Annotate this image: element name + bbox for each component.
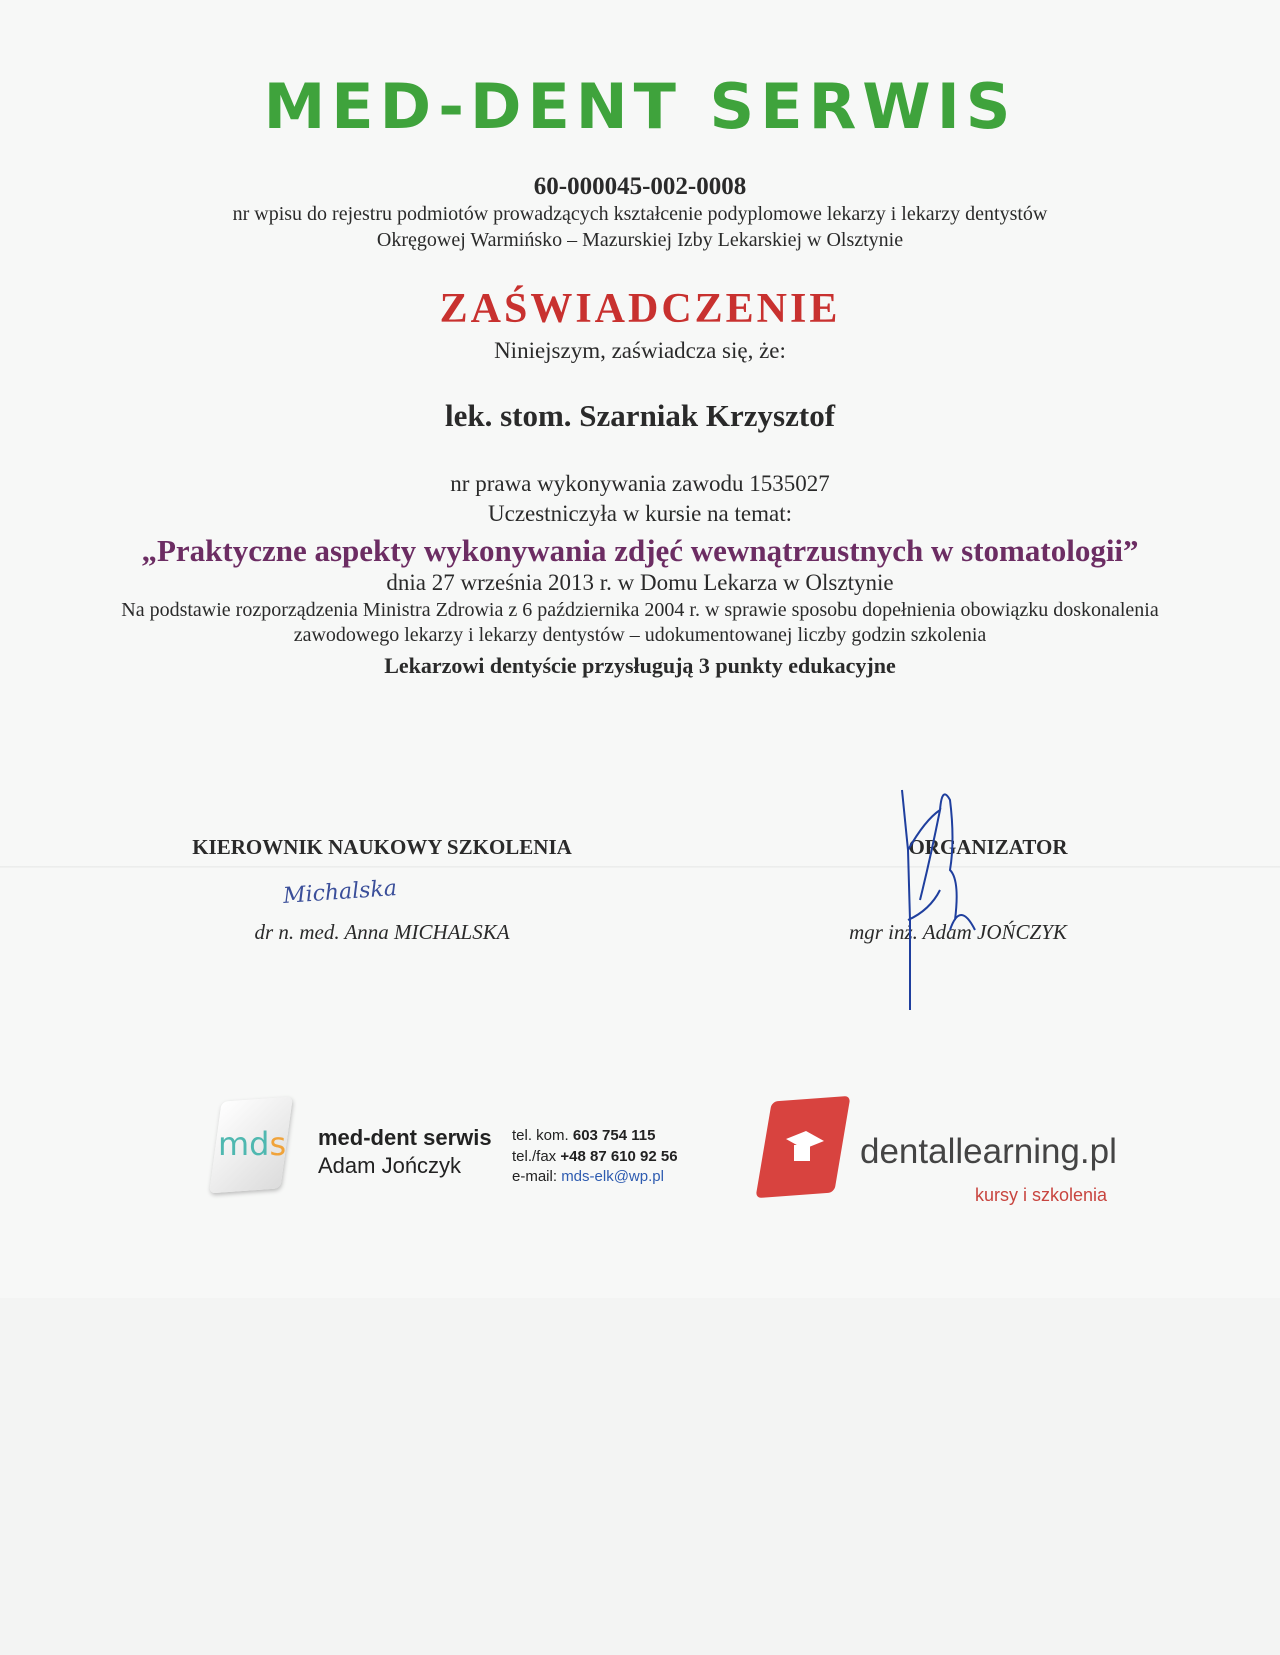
organizer-signature	[880, 780, 1010, 1030]
fax-number: +48 87 610 92 56	[560, 1148, 678, 1165]
fax-line	[512, 1148, 678, 1165]
email-line	[512, 1168, 664, 1185]
dentallearning-tagline: kursy i szkolenia	[975, 1185, 1108, 1205]
graduation-cap-icon	[782, 1125, 826, 1169]
intro-text: Niniejszym, zaświadcza się, że:	[494, 338, 786, 363]
email-link[interactable]: mds-elk@wp.pl	[561, 1168, 664, 1185]
fold-line	[0, 866, 1280, 868]
registry-line-2: Okręgowej Warmińsko – Mazurskiej Izby Lekarskiej w Olsztynie	[376, 229, 904, 251]
registry-number: 60-000045-002-0008	[533, 173, 747, 200]
tel-number: 603 754 115	[572, 1127, 656, 1144]
points-text: Lekarzowi dentyście przysługują 3 punkty edukacyjne	[384, 653, 896, 678]
certificate-title: ZAŚWIADCZENIE	[439, 286, 841, 332]
recipient-name: lek. stom. Szarniak Krzysztof	[444, 398, 836, 433]
owner-name: Adam Jończyk	[318, 1153, 462, 1178]
course-title: „Praktyczne aspekty wykonywania zdjęć wewnątrzustnych w stomatologii”	[141, 533, 1139, 568]
left-name: dr n. med. Anna MICHALSKA	[254, 920, 510, 944]
left-signature: Michalska	[282, 876, 398, 909]
tel-label: tel. kom.	[512, 1127, 569, 1144]
participation-text: Uczestniczyła w kursie na temat:	[488, 501, 792, 526]
page-lower-band	[0, 1298, 1280, 1655]
right-heading: ORGANIZATOR	[908, 835, 1068, 859]
fax-label: tel./fax	[512, 1148, 557, 1165]
phone-line	[512, 1127, 655, 1144]
registry-line-1: nr wpisu do rejestru podmiotów prowadzących kształcenie podyplomowe lekarzy i lekarzy dentystów	[232, 203, 1048, 225]
mds-logo: mds	[218, 1125, 287, 1163]
company-name: med-dent serwis	[318, 1125, 492, 1150]
right-name: mgr inż. Adam JOŃCZYK	[849, 920, 1067, 944]
legal-line-1: Na podstawie rozporządzenia Ministra Zdrowia z 6 października 2004 r. w sprawie sposobu dopełnienia obowiązku doskonalenia	[121, 599, 1159, 621]
license-number: nr prawa wykonywania zawodu 1535027	[450, 471, 830, 496]
email-label: e-mail:	[512, 1168, 558, 1185]
brand-title: MED-DENT SERWIS	[263, 70, 1017, 143]
legal-line-2: zawodowego lekarzy i lekarzy dentystów – udokumentowanej liczby godzin szkolenia	[293, 624, 987, 646]
date-place: dnia 27 września 2013 r. w Domu Lekarza w Olsztynie	[386, 570, 894, 595]
dentallearning-name: dentallearning.pl	[860, 1132, 1117, 1171]
left-heading: KIEROWNIK NAUKOWY SZKOLENIA	[192, 835, 572, 859]
